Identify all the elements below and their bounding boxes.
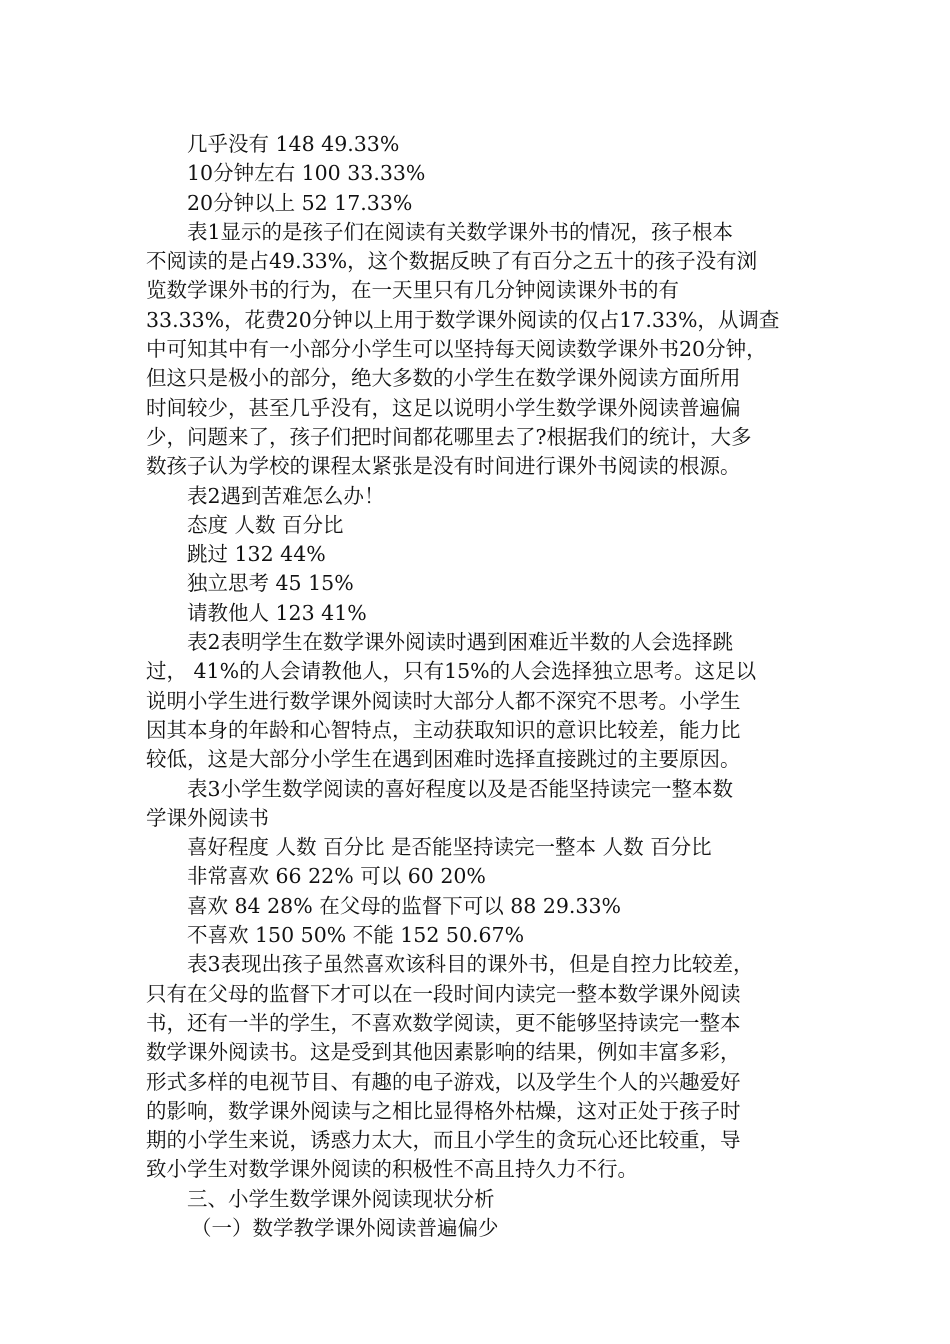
text-line: 喜好程度 人数 百分比 是否能坚持读完一整本 人数 百分比 [187, 835, 712, 860]
text-line: 20分钟以上 52 17.33% [187, 190, 413, 215]
text-line: 学课外阅读书 [146, 805, 269, 830]
text-line: 10分钟左右 100 33.33% [187, 161, 426, 186]
text-line: 览数学课外书的行为，在一天里只有几分钟阅读课外书的有 [146, 278, 679, 303]
text-line: 过， 41%的人会请教他人，只有15%的人会选择独立思考。这足以 [146, 659, 757, 684]
text-line: 33.33%，花费20分钟以上用于数学课外阅读的仅占17.33%，从调查 [146, 307, 780, 332]
text-line: 中可知其中有一小部分小学生可以坚持每天阅读数学课外书20分钟， [146, 337, 767, 362]
text-line: 说明小学生进行数学课外阅读时大部分人都不深究不思考。小学生 [146, 688, 741, 713]
text-line: 独立思考 45 15% [187, 571, 354, 596]
text-line: 态度 人数 百分比 [187, 512, 344, 537]
text-line: 只有在父母的监督下才可以在一段时间内读完一整本数学课外阅读 [146, 981, 741, 1006]
text-line: 表1显示的是孩子们在阅读有关数学课外书的情况，孩子根本 [187, 219, 734, 244]
text-line: 时间较少，甚至几乎没有，这足以说明小学生数学课外阅读普遍偏 [146, 395, 741, 420]
text-line: 非常喜欢 66 22% 可以 60 20% [187, 864, 486, 889]
document-body [146, 130, 810, 1243]
text-line: 期的小学生来说，诱惑力太大，而且小学生的贪玩心还比较重，导 [146, 1128, 741, 1153]
text-line: 请教他人 123 41% [187, 600, 367, 625]
text-line: 表2表明学生在数学课外阅读时遇到困难近半数的人会选择跳 [187, 630, 734, 655]
text-line: 表2遇到苦难怎么办！ [187, 483, 385, 508]
text-line: 不喜欢 150 50% 不能 152 50.67% [187, 923, 525, 948]
text-line: 表3表现出孩子虽然喜欢该科目的课外书，但是自控力比较差， [187, 952, 754, 977]
text-line: 表3小学生数学阅读的喜好程度以及是否能坚持读完一整本数 [187, 776, 734, 801]
text-line: 数学课外阅读书。这是受到其他因素影响的结果，例如丰富多彩， [146, 1040, 741, 1065]
text-line: 喜欢 84 28% 在父母的监督下可以 88 29.33% [187, 893, 621, 918]
text-line: （一）数学教学课外阅读普遍偏少 [191, 1215, 499, 1240]
text-line: 数孩子认为学校的课程太紧张是没有时间进行课外书阅读的根源。 [146, 454, 741, 479]
text-line: 不阅读的是占49.33%，这个数据反映了有百分之五十的孩子没有浏 [146, 249, 758, 274]
text-line: 致小学生对数学课外阅读的积极性不高且持久力不行。 [146, 1157, 638, 1182]
text-line: 少，问题来了，孩子们把时间都花哪里去了?根据我们的统计，大多 [146, 424, 752, 449]
text-line: 的影响，数学课外阅读与之相比显得格外枯燥，这对正处于孩子时 [146, 1098, 741, 1123]
text-line: 因其本身的年龄和心智特点，主动获取知识的意识比较差，能力比 [146, 717, 741, 742]
text-line: 三、小学生数学课外阅读现状分析 [187, 1186, 495, 1211]
text-line: 跳过 132 44% [187, 542, 326, 567]
text-line: 几乎没有 148 49.33% [187, 132, 400, 156]
text-line: 形式多样的电视节目、有趣的电子游戏，以及学生个人的兴趣爱好 [146, 1069, 741, 1094]
text-line: 书，还有一半的学生，不喜欢数学阅读，更不能够坚持读完一整本 [146, 1010, 741, 1035]
text-line: 较低，这是大部分小学生在遇到困难时选择直接跳过的主要原因。 [146, 747, 741, 772]
text-line: 但这只是极小的部分，绝大多数的小学生在数学课外阅读方面所用 [146, 366, 741, 391]
